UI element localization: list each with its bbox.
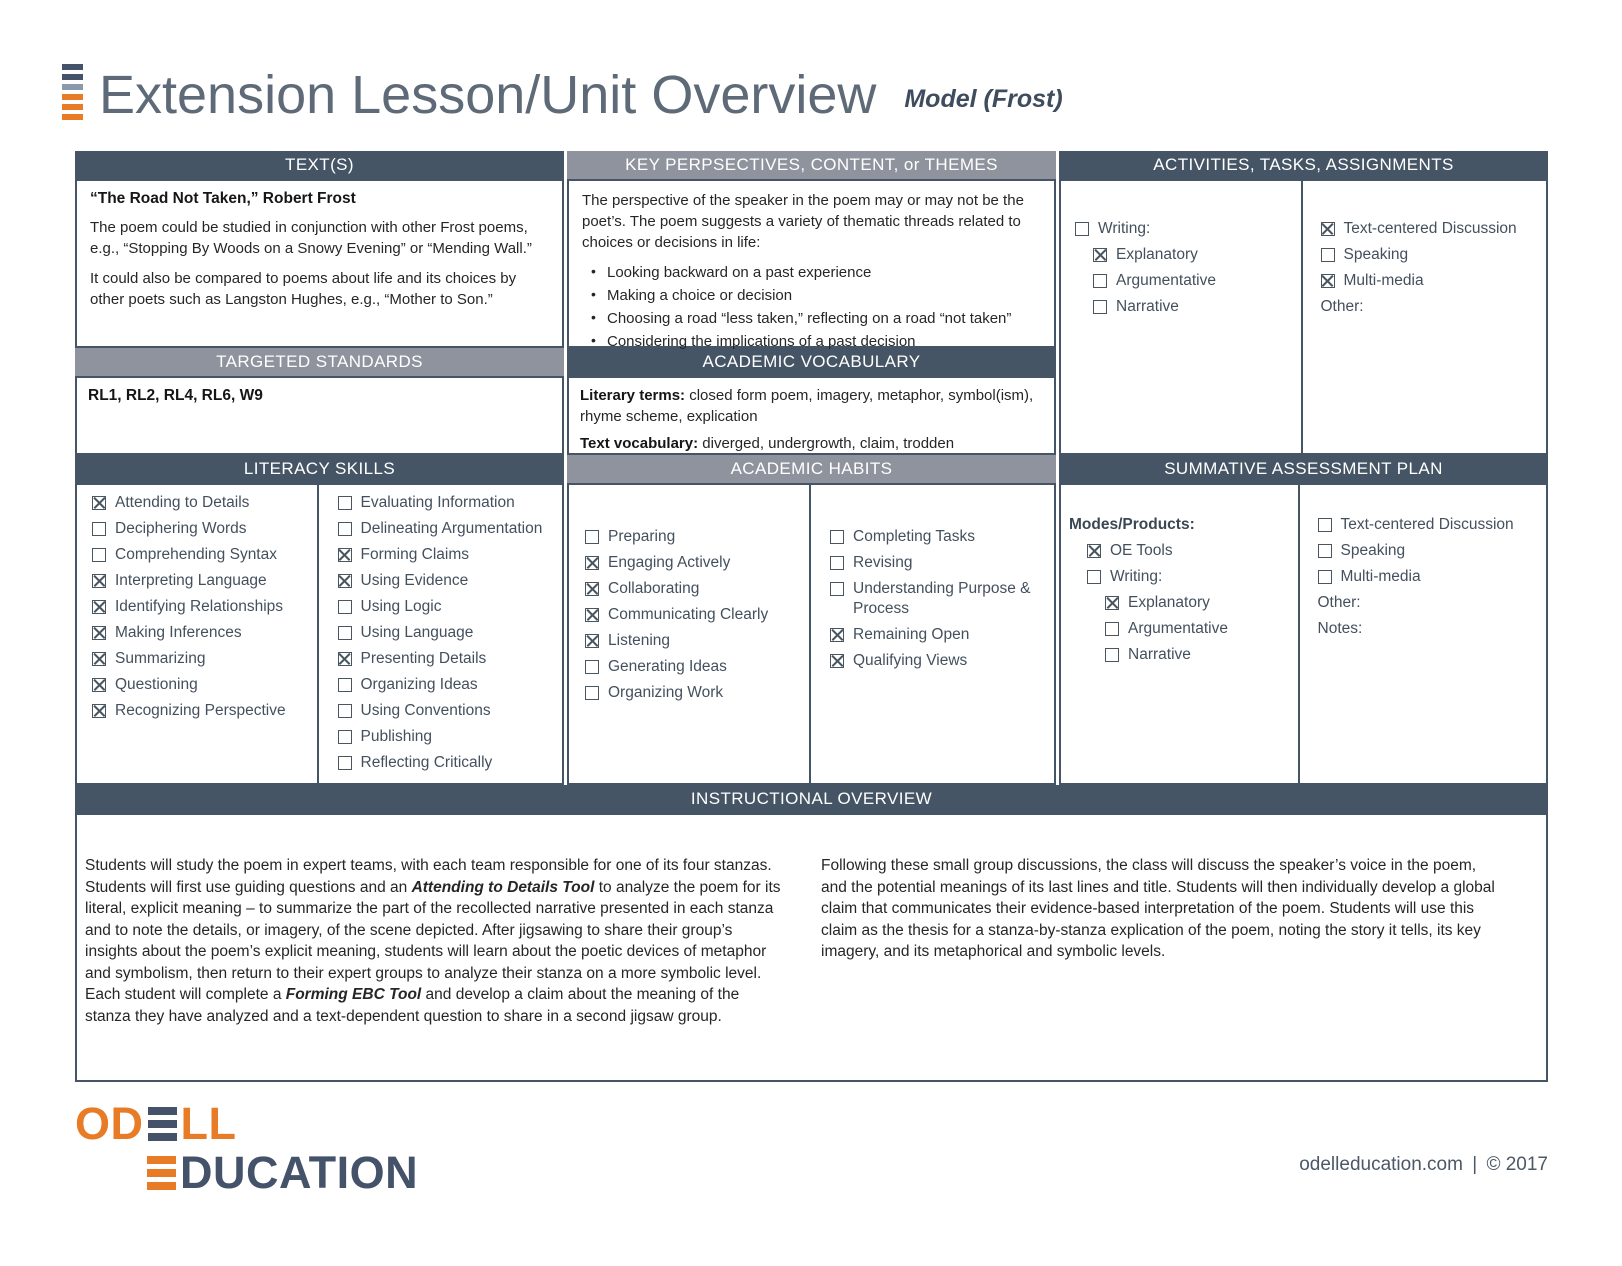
texts-paragraph-2: It could also be compared to poems about life and its choices by other poets such as Langston Hughes, e.g., “Mother to Son.” [90, 270, 517, 308]
list-text-item [1321, 297, 1543, 317]
bullet-item: • Choosing a road “less taken,” reflecting on a road “not taken” [582, 308, 1041, 329]
checkbox-label: Generating Ideas [608, 658, 727, 675]
checkbox-label: Speaking [1340, 542, 1406, 559]
checkbox-label: Remaining Open [853, 626, 970, 643]
masthead [62, 60, 1063, 130]
checkbox-item [92, 675, 313, 695]
logo-e-bars-orange-icon [147, 1156, 176, 1190]
checked-checkbox[interactable] [338, 574, 352, 588]
checkbox-item [1318, 567, 1543, 587]
checkbox-item [92, 493, 313, 513]
checkbox-item [92, 571, 313, 591]
checkbox-item [338, 597, 559, 617]
unchecked-checkbox[interactable] [1075, 222, 1089, 236]
checkbox-item [338, 675, 559, 695]
activities-right-list [1301, 181, 1547, 453]
list-text-item [1069, 515, 1294, 535]
checkbox-item [338, 701, 559, 721]
checkbox-label: Recognizing Perspective [115, 702, 286, 719]
literary-terms-line [580, 385, 1043, 427]
text-vocabulary-value: diverged, undergrowth, claim, trodden [698, 435, 955, 452]
overview-right-paragraph [821, 855, 1500, 1080]
bullet-item: • Considering the implications of a past decision [582, 331, 1041, 352]
checked-checkbox[interactable] [1087, 544, 1101, 558]
summative-header: SUMMATIVE ASSESSMENT PLAN [1059, 455, 1548, 483]
checked-checkbox[interactable] [338, 548, 352, 562]
standards-cell: RL1, RL2, RL4, RL6, W9 [75, 376, 564, 455]
bar [148, 1133, 177, 1141]
text-vocabulary-label: Text vocabulary: [580, 435, 699, 452]
checkbox-label: Engaging Actively [608, 554, 731, 571]
checkbox-item [92, 701, 313, 721]
summative-cell [1059, 483, 1548, 785]
checkbox-label: Narrative [1128, 646, 1191, 663]
checkbox-label: Using Conventions [360, 702, 491, 719]
checkbox-label: Questioning [115, 676, 198, 693]
checkbox-label: Interpreting Language [115, 572, 267, 589]
checkbox-item [1321, 219, 1543, 239]
checkbox-item [585, 657, 805, 677]
checkbox-item [1318, 541, 1543, 561]
unchecked-checkbox[interactable] [1087, 570, 1101, 584]
literacy-left-list [77, 485, 317, 783]
vocabulary-header: ACADEMIC VOCABULARY [567, 348, 1056, 376]
literacy-cell [75, 483, 564, 785]
vocabulary-cell [567, 376, 1056, 455]
checkbox-label: Completing Tasks [853, 528, 976, 545]
perspectives-header: KEY PERPSECTIVES, CONTENT, or THEMES [567, 151, 1056, 179]
checkbox-item [1093, 271, 1297, 291]
checkbox-label: Making Inferences [115, 624, 242, 641]
literary-terms-value: closed form poem, imagery, metaphor, symbol(ism), rhyme scheme, explication [580, 387, 1034, 425]
checkbox-item [830, 651, 1050, 671]
checkbox-item [585, 579, 805, 599]
unchecked-checkbox[interactable] [585, 686, 599, 700]
tool-name-emphasis: Attending to Details Tool [411, 878, 595, 896]
bar [62, 64, 83, 70]
checkbox-item [585, 527, 805, 547]
checked-checkbox[interactable] [1321, 222, 1335, 236]
footer-separator: | [1472, 1154, 1478, 1175]
unchecked-checkbox[interactable] [1093, 300, 1107, 314]
checkbox-label: Publishing [360, 728, 433, 745]
standards-header: TARGETED STANDARDS [75, 348, 564, 376]
checkbox-label: Other: [1320, 298, 1364, 315]
checkbox-label: Organizing Ideas [360, 676, 478, 693]
unchecked-checkbox[interactable] [338, 678, 352, 692]
bar [147, 1169, 176, 1177]
checkbox-label: Argumentative [1116, 272, 1216, 289]
literary-terms-label: Literary terms: [580, 387, 686, 404]
checkbox-label: Delineating Argumentation [360, 520, 543, 537]
checkbox-item [338, 519, 559, 539]
column-activities [1059, 151, 1548, 785]
checkbox-item [585, 683, 805, 703]
checked-checkbox[interactable] [92, 652, 106, 666]
list-text-item [1318, 619, 1543, 639]
unchecked-checkbox[interactable] [585, 660, 599, 674]
checkbox-item [1105, 593, 1294, 613]
activities-cell [1059, 179, 1548, 455]
checkbox-item [338, 623, 559, 643]
bar [148, 1120, 177, 1128]
literacy-right-list [317, 485, 563, 783]
checkbox-label: Collaborating [608, 580, 700, 597]
checkbox-label: Using Language [360, 624, 474, 641]
checkbox-label: Modes/Products: [1069, 516, 1195, 533]
checkbox-label: Communicating Clearly [608, 606, 769, 623]
paragraph-text: and develop a claim about the meaning of the stanza they have analyzed and a text-dependent question to share in a second jigsaw group. [85, 986, 740, 1025]
page-subtitle: Model (Frost) [904, 85, 1063, 114]
checkbox-label: Notes: [1317, 620, 1363, 637]
unchecked-checkbox[interactable] [338, 730, 352, 744]
bar [62, 84, 83, 90]
checkbox-label: Understanding Purpose & Process [853, 580, 1031, 617]
unchecked-checkbox[interactable] [1105, 622, 1119, 636]
checkbox-item [1105, 619, 1294, 639]
checked-checkbox[interactable] [92, 600, 106, 614]
checkbox-label: Qualifying Views [853, 652, 968, 669]
checked-checkbox[interactable] [92, 678, 106, 692]
checkbox-label: Multi-media [1340, 568, 1421, 585]
unchecked-checkbox[interactable] [338, 496, 352, 510]
checked-checkbox[interactable] [92, 626, 106, 640]
unchecked-checkbox[interactable] [830, 556, 844, 570]
checkbox-item [585, 553, 805, 573]
texts-paragraph-1: The poem could be studied in conjunction with other Frost poems, e.g., “Stopping By Woods on a Snowy Evening” or “Mending Wall.” [90, 219, 532, 257]
literacy-header: LITERACY SKILLS [75, 455, 564, 483]
bar [147, 1182, 176, 1190]
logo-line-1 [75, 1098, 418, 1149]
checkbox-item [92, 649, 313, 669]
bullet-item: • Looking backward on a past experience [582, 262, 1041, 283]
checkbox-item [338, 545, 559, 565]
checkbox-item [585, 631, 805, 651]
bar [148, 1107, 177, 1115]
checked-checkbox[interactable] [1093, 248, 1107, 262]
checkbox-label: Comprehending Syntax [115, 546, 277, 563]
checked-checkbox[interactable] [338, 652, 352, 666]
unchecked-checkbox[interactable] [92, 522, 106, 536]
checkbox-item [1087, 541, 1294, 561]
bar [62, 104, 83, 110]
bar [62, 94, 83, 100]
checkbox-label: Narrative [1116, 298, 1179, 315]
unchecked-checkbox[interactable] [830, 582, 844, 596]
unchecked-checkbox[interactable] [1318, 570, 1332, 584]
perspectives-intro: The perspective of the speaker in the poem may or may not be the poet’s. The poem suggests a variety of thematic threads related to choices or decisions in life: [582, 192, 1024, 251]
checkbox-label: Listening [608, 632, 671, 649]
habits-right-list [809, 485, 1054, 783]
unchecked-checkbox[interactable] [338, 756, 352, 770]
bar [147, 1156, 176, 1164]
unchecked-checkbox[interactable] [338, 522, 352, 536]
checkbox-item [338, 753, 559, 773]
checkbox-label: Summarizing [115, 650, 206, 667]
unchecked-checkbox[interactable] [1321, 248, 1335, 262]
paragraph-text: Following these small group discussions, the class will discuss the speaker’s voice in the poem, and the potential meanings of its last lines and title. Students will then individually develop a global claim that communicates their evidence-based interpretation of the poem. Students will use this claim as the thesis for a stanza-by-stanza explication of the poem, noting the story it tells, its key imagery, and its metaphorical and symbolic levels. [821, 857, 1495, 960]
habits-left-list [569, 485, 809, 783]
checkbox-item [338, 493, 559, 513]
checkbox-item [338, 571, 559, 591]
column-perspectives [567, 151, 1056, 785]
checked-checkbox[interactable] [92, 496, 106, 510]
overview-left-paragraph [85, 855, 783, 1080]
checkbox-label: Revising [853, 554, 913, 571]
checked-checkbox[interactable] [585, 634, 599, 648]
unchecked-checkbox[interactable] [338, 600, 352, 614]
footer-copyright: © 2017 [1486, 1154, 1548, 1175]
habits-cell [567, 483, 1056, 785]
unchecked-checkbox[interactable] [338, 704, 352, 718]
checkbox-item [830, 579, 1050, 619]
perspectives-cell [567, 179, 1056, 348]
checkbox-item [585, 605, 805, 625]
checkbox-label: Organizing Work [608, 684, 724, 701]
paragraph-text: Students will study the poem in expert teams, with each team responsible for one of its four stanzas. Students will first use guiding questions and an [85, 857, 772, 896]
bar [62, 74, 83, 80]
checkbox-item [1321, 271, 1543, 291]
footer-website[interactable]: odelleducation.com [1299, 1154, 1463, 1175]
checkbox-label: Writing: [1110, 568, 1163, 585]
checkbox-item [1318, 515, 1543, 535]
logo-ll-text: LL [180, 1098, 237, 1149]
checkbox-item [92, 519, 313, 539]
unchecked-checkbox[interactable] [338, 626, 352, 640]
checkbox-label: Deciphering Words [115, 520, 247, 537]
checkbox-item [338, 649, 559, 669]
text-title: “The Road Not Taken,” Robert Frost [90, 190, 356, 207]
checkbox-item [92, 623, 313, 643]
checkbox-item [830, 625, 1050, 645]
list-text-item [1318, 593, 1543, 613]
checkbox-label: Reflecting Critically [360, 754, 493, 771]
checkbox-label: Using Logic [360, 598, 442, 615]
checkbox-label: Argumentative [1128, 620, 1228, 637]
logo-line-2 [143, 1147, 419, 1198]
checked-checkbox[interactable] [585, 556, 599, 570]
perspectives-bullet-list [582, 262, 1041, 352]
unchecked-checkbox[interactable] [92, 548, 106, 562]
checked-checkbox[interactable] [92, 574, 106, 588]
checkbox-label: Text-centered Discussion [1343, 220, 1517, 237]
summative-right-list [1298, 485, 1547, 783]
summative-left-list [1061, 485, 1298, 783]
tool-name-emphasis: Forming EBC Tool [285, 986, 422, 1003]
checked-checkbox[interactable] [585, 608, 599, 622]
checkbox-label: Identifying Relationships [115, 598, 284, 615]
checkbox-label: Forming Claims [360, 546, 470, 563]
checkbox-item [92, 545, 313, 565]
unchecked-checkbox[interactable] [830, 530, 844, 544]
checkbox-label: Speaking [1343, 246, 1409, 263]
checked-checkbox[interactable] [585, 582, 599, 596]
checkbox-label: OE Tools [1110, 542, 1173, 559]
instructional-overview-header: INSTRUCTIONAL OVERVIEW [75, 785, 1548, 813]
checkbox-item [1093, 245, 1297, 265]
checkbox-label: Explanatory [1116, 246, 1198, 263]
checkbox-label: Other: [1317, 594, 1361, 611]
column-texts [75, 151, 564, 785]
checkbox-label: Multi-media [1343, 272, 1424, 289]
checked-checkbox[interactable] [1105, 596, 1119, 610]
footer-site-line [1295, 1154, 1548, 1176]
habits-header: ACADEMIC HABITS [567, 455, 1056, 483]
instructional-overview-cell [75, 813, 1548, 1082]
checked-checkbox[interactable] [1321, 274, 1335, 288]
checkbox-item [830, 553, 1050, 573]
checkbox-item [1093, 297, 1297, 317]
checkbox-item [1321, 245, 1543, 265]
unchecked-checkbox[interactable] [1093, 274, 1107, 288]
checkbox-label: Evaluating Information [360, 494, 515, 511]
checkbox-item [830, 527, 1050, 547]
checked-checkbox[interactable] [830, 654, 844, 668]
bullet-item: • Making a choice or decision [582, 285, 1041, 306]
checkbox-item [1075, 219, 1297, 239]
activities-header: ACTIVITIES, TASKS, ASSIGNMENTS [1059, 151, 1548, 179]
checkbox-item [92, 597, 313, 617]
paragraph-text: to analyze the poem for its literal, explicit meaning – to summarize the part of the recollected narrative presented in each stanza and to note the details, or imagery, of the scene depicted. After jigsawing to share their group’s insights about the poem’s explicit meaning, students will learn about the poetic devices of metaphor and symbolism, then return to their expert groups to analyze their stanza on a more symbolic level. Each student will complete a [85, 878, 781, 1003]
unchecked-checkbox[interactable] [1318, 518, 1332, 532]
unchecked-checkbox[interactable] [1105, 648, 1119, 662]
checkbox-label: Presenting Details [360, 650, 487, 667]
text-vocabulary-line [580, 433, 1043, 454]
lesson-overview-table [75, 151, 1548, 1082]
checkbox-label: Text-centered Discussion [1340, 516, 1514, 533]
checkbox-label: Writing: [1098, 220, 1151, 237]
unchecked-checkbox[interactable] [585, 530, 599, 544]
page-title: Extension Lesson/Unit Overview [99, 65, 877, 125]
odell-bars-icon [62, 64, 83, 120]
checked-checkbox[interactable] [92, 704, 106, 718]
texts-header: TEXT(S) [75, 151, 564, 179]
texts-cell [75, 179, 564, 348]
checked-checkbox[interactable] [830, 628, 844, 642]
checkbox-label: Explanatory [1128, 594, 1210, 611]
logo-od-text: OD [75, 1098, 144, 1149]
activities-left-list [1061, 181, 1301, 453]
odell-education-logo [75, 1098, 419, 1198]
logo-ducation-text: DUCATION [180, 1147, 419, 1198]
logo-e-bars-slate-icon [148, 1107, 177, 1141]
bar [62, 114, 83, 120]
checkbox-label: Preparing [608, 528, 676, 545]
checkbox-item [1105, 645, 1294, 665]
checkbox-item [1087, 567, 1294, 587]
checkbox-label: Attending to Details [115, 494, 250, 511]
checkbox-item [338, 727, 559, 747]
checkbox-label: Using Evidence [360, 572, 469, 589]
unchecked-checkbox[interactable] [1318, 544, 1332, 558]
